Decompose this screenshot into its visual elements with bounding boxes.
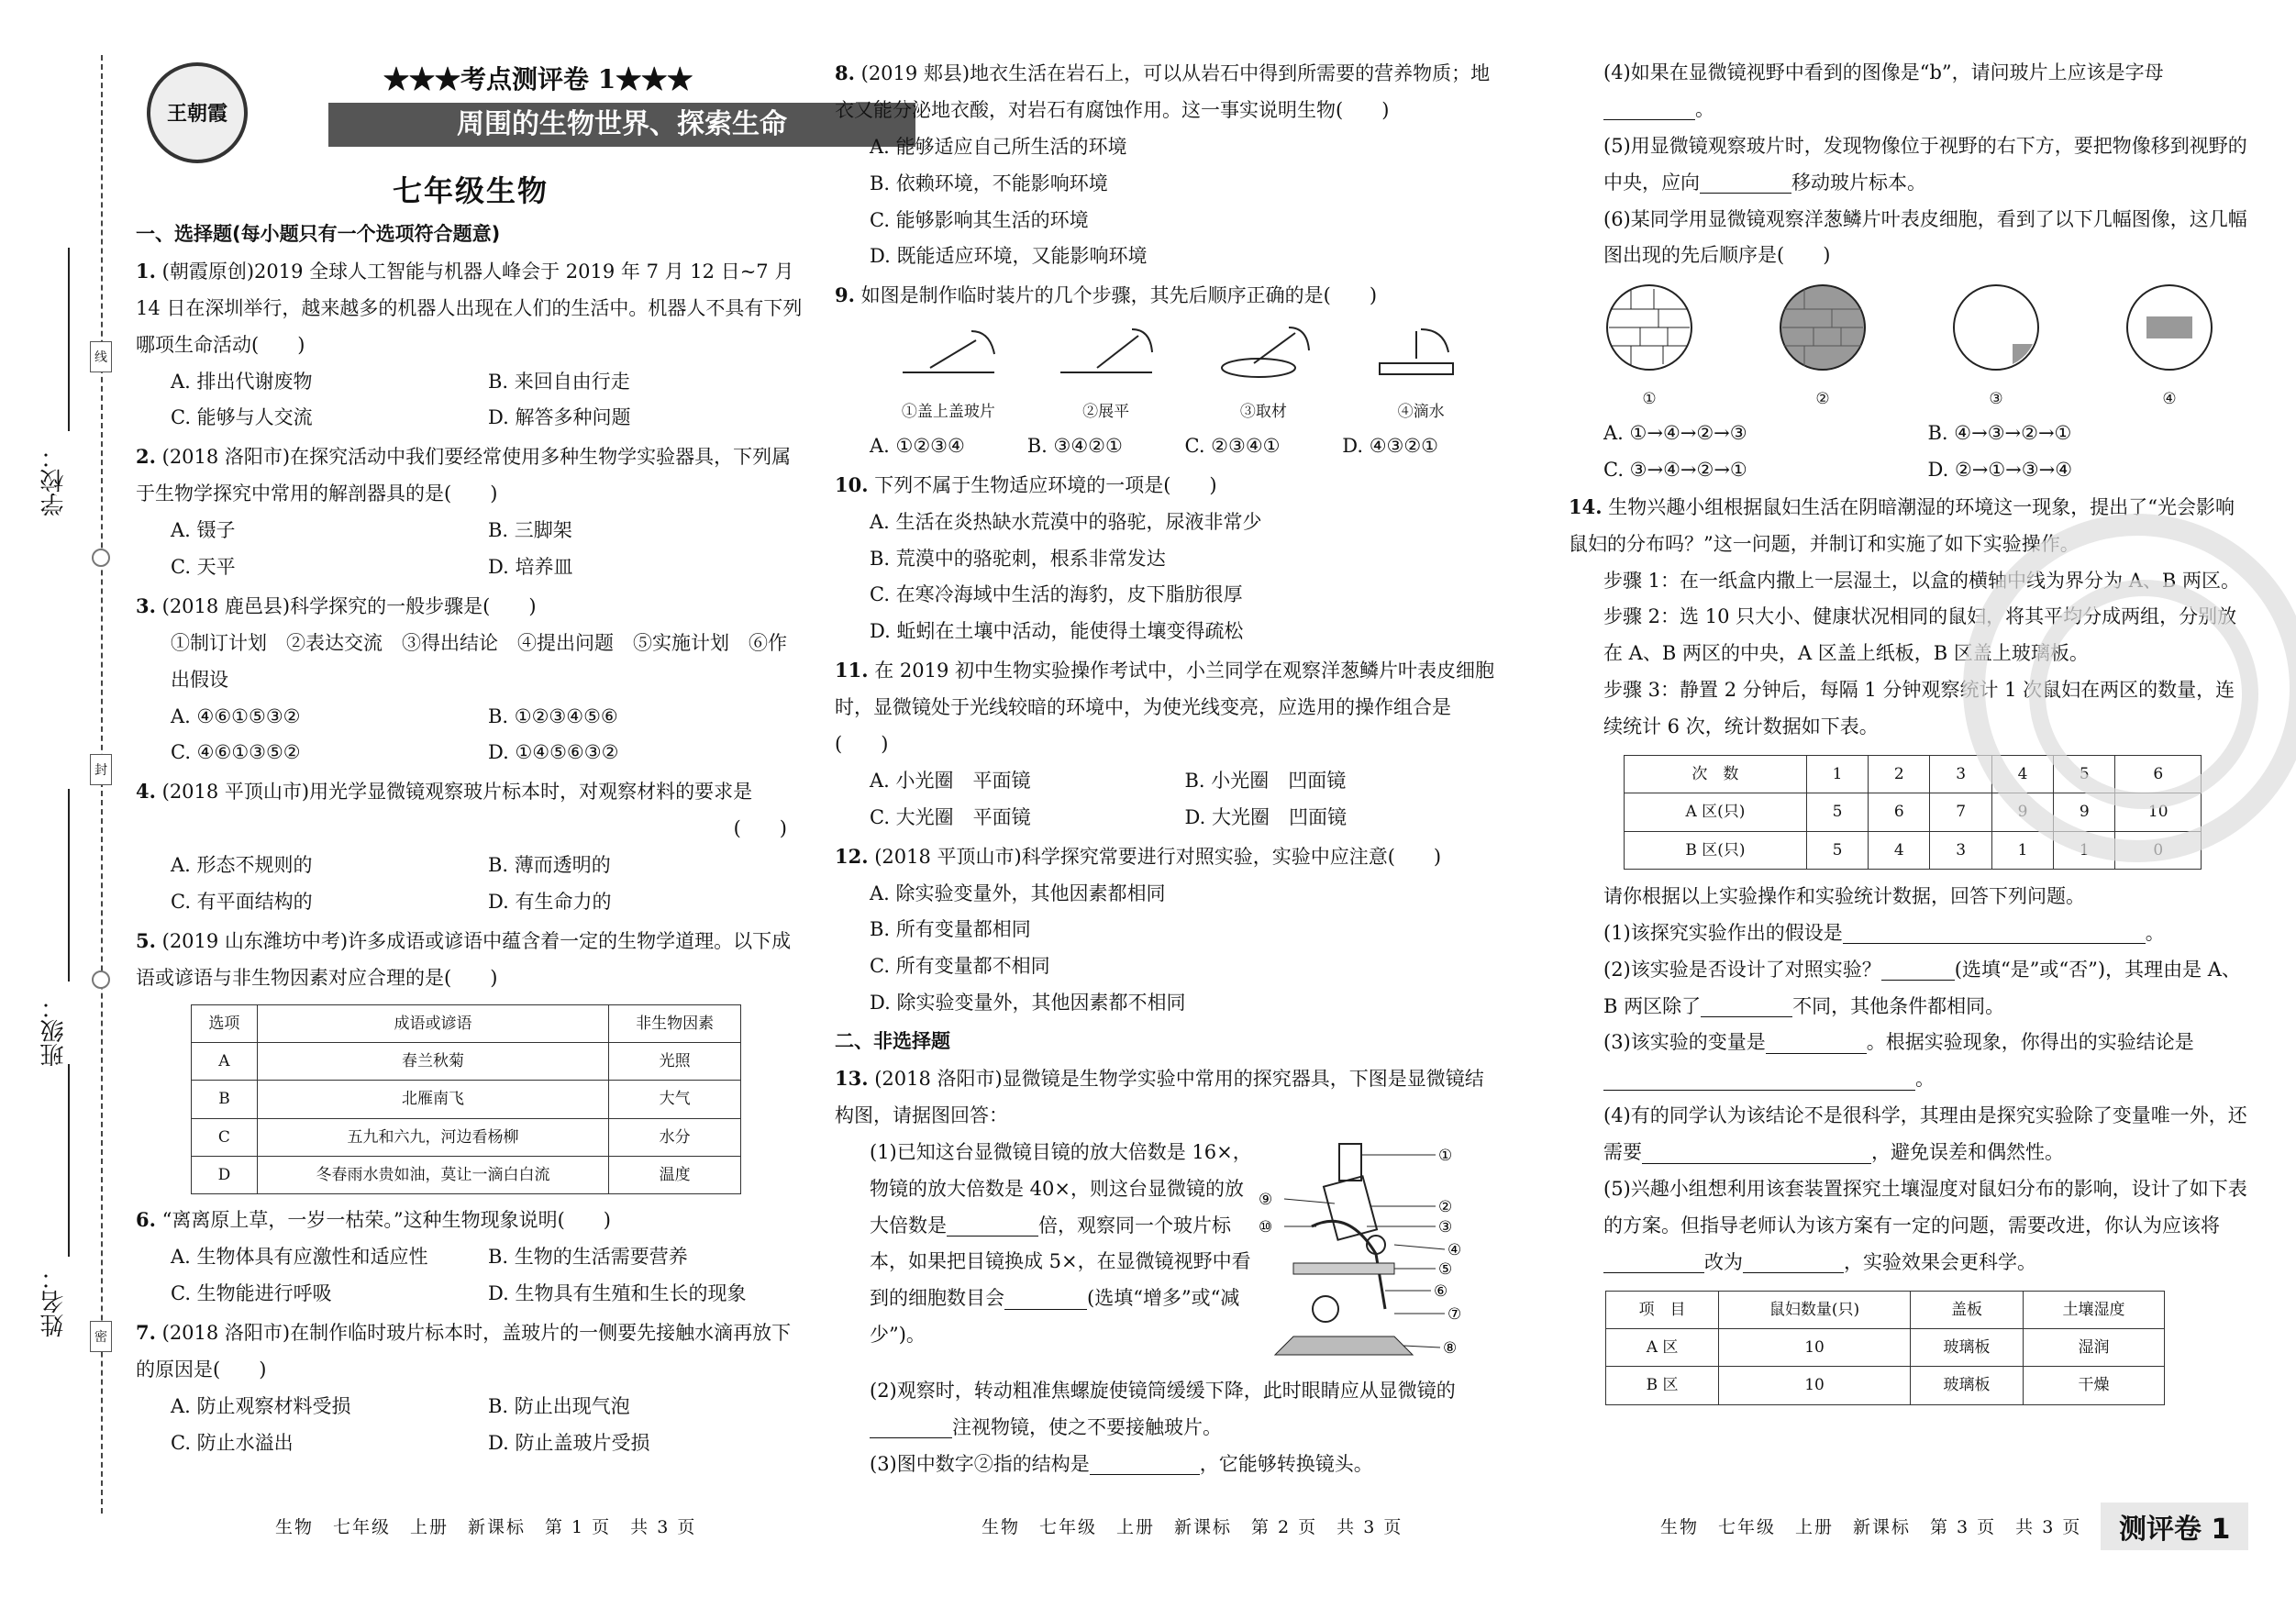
take-material-step-image xyxy=(1208,322,1318,386)
column-1 xyxy=(136,55,805,1463)
option-a[interactable]: A. ①②③④ xyxy=(870,434,965,457)
cells-image-4 xyxy=(2124,282,2215,373)
question-4: 4. (2018 平顶山市)用光学显微镜观察玻片标本时，对观察材料的要求是 ( ) A. 形态不规则的 B. 薄而透明的 C. 有平面结构的 D. 有生命力的 xyxy=(136,773,805,921)
page-footer-3: 生物 七年级 上册 新课标 第 3 页 共 3 页 xyxy=(1660,1517,2082,1537)
option-d[interactable]: D. 生物具有生殖和生长的现象 xyxy=(488,1281,747,1304)
question-13-part-4: (4)如果在显微镜视野中看到的图像是“b”，请问玻片上应该是字母 。 xyxy=(1603,61,2164,120)
class-field[interactable] xyxy=(68,789,70,981)
option-c[interactable]: C. 所有变量都不相同 xyxy=(870,955,1050,978)
question-8: 8. (2019 郏县)地衣生活在岩石上，可以从岩石中得到所需要的营养物质；地衣又能分泌地衣酸，对岩石有腐蚀作用。这一事实说明生物( ) A. 能够适应自己所生活的环境 B. 依赖环境，不能影响环境 C. 能够影响其生活的环境 D. 既能适应环境，又能影响环境 xyxy=(835,55,1500,275)
question-13-part-5: (5)用显微镜观察玻片时，发现物像位于视野的右下方，要把物像移到视野的中央，应向 移动玻片标本。 xyxy=(1603,134,2247,194)
watermark-stamp xyxy=(1963,514,2296,862)
question-13-part-6: (6)某同学用显微镜观察洋葱鳞片叶表皮细胞，看到了以下几幅图像，这几幅图出现的先后顺序是( ) xyxy=(1603,207,2247,267)
school-label: 学校： xyxy=(40,445,68,516)
answer-blank[interactable] xyxy=(1603,1253,1704,1273)
question-1: 1. (朝霞原创)2019 全球人工智能与机器人峰会于 2019 年 7 月 12 日~7 月 14 日在深圳举行，越来越多的机器人出现在人们的生活中。机器人不具有下列哪项生命活动( ) A. 排出代谢废物 B. 来回自由行走 C. 能够与人交流 D. 解答多种问题 xyxy=(136,253,805,437)
option-b[interactable]: B. 防止出现气泡 xyxy=(488,1394,630,1417)
label-5: ⑤ xyxy=(1438,1259,1453,1279)
option-c[interactable]: C. 天平 xyxy=(171,556,236,579)
question-12: 12. (2018 平顶山市)科学探究常要进行对照实验，实验中应注意( ) A. 除实验变量外，其他因素都相同 B. 所有变量都相同 C. 所有变量都不相同 D. 除实验变量外，其他因素都不相同 xyxy=(835,838,1500,1022)
proverb-table: 选项 成语或谚语 非生物因素 A 春兰秋菊 光照 B 北雁南飞 大气 C 五九和六九，河边看杨柳 水分 D 冬春雨水贵如油，莫让一滴白白流 温度 xyxy=(191,1004,741,1194)
column-2 xyxy=(835,55,1500,1484)
label-4: ④ xyxy=(1447,1240,1462,1259)
publisher-logo: 王朝霞 xyxy=(147,62,248,163)
microscope-diagram xyxy=(1257,1135,1477,1373)
option-d[interactable]: D. ④③②① xyxy=(1342,434,1438,457)
page-footer-2: 生物 七年级 上册 新课标 第 2 页 共 3 页 xyxy=(982,1517,1403,1537)
label-7: ⑦ xyxy=(1447,1304,1462,1324)
option-c[interactable]: C. ④⑥①③⑤② xyxy=(171,741,301,764)
option-a[interactable]: A. ④⑥①⑤③② xyxy=(171,704,301,727)
slide-steps-figure: ①盖上盖玻片 ②展平 ③取材 ④滴水 xyxy=(835,322,1500,427)
option-c[interactable]: C. 有平面结构的 xyxy=(171,891,313,914)
option-a[interactable]: A. 防止观察材料受损 xyxy=(171,1394,351,1417)
question-9: 9. 如图是制作临时装片的几个步骤，其先后顺序正确的是( ) ①盖上盖玻片 ②展平 ③取材 ④滴水 A. ①②③④ B. ③④②① C. ②③④① D. ④③②① xyxy=(835,277,1500,464)
option-a[interactable]: A. 镊子 xyxy=(171,519,236,542)
answer-blank[interactable] xyxy=(1843,924,2146,944)
question-11: 11. 在 2019 初中生物实验操作考试中，小兰同学在观察洋葱鳞片叶表皮细胞时，显微镜处于光线较暗的环境中，为使光线变亮，应选用的操作组合是( ) A. 小光圈 平面镜 B. 小光圈 凹面镜 C. 大光圈 平面镜 D. 大光圈 凹面镜 xyxy=(835,652,1500,836)
answer-blank[interactable] xyxy=(1743,1253,1844,1273)
banner-title: 周围的生物世界、探索生命 xyxy=(328,103,915,147)
option-c[interactable]: C. 防止水溢出 xyxy=(171,1431,294,1454)
option-c[interactable]: C. ③→④→②→① xyxy=(1603,458,1747,481)
title-block xyxy=(136,55,805,211)
binding-mark-seal: 封 xyxy=(90,754,112,785)
answer-blank[interactable] xyxy=(1603,1070,1915,1091)
binding-mark-line: 线 xyxy=(90,341,112,372)
option-b[interactable]: B. 薄而透明的 xyxy=(488,854,611,877)
option-c[interactable]: C. 大光圈 平面镜 xyxy=(870,805,1031,828)
option-a[interactable]: A. 能够适应自己所生活的环境 xyxy=(870,135,1127,158)
label-3: ③ xyxy=(1438,1217,1453,1237)
label-6: ⑥ xyxy=(1434,1281,1448,1301)
option-a[interactable]: A. ①→④→②→③ xyxy=(1603,421,1747,444)
answer-blank[interactable] xyxy=(1642,1144,1871,1164)
question-6: 6. “离离原上草，一岁一枯荣。”这种生物现象说明( ) A. 生物体具有应激性和适应性 B. 生物的生活需要营养 C. 生物能进行呼吸 D. 生物具有生殖和生长的现象 xyxy=(136,1202,805,1313)
exam-title: ★★★考点测评卷 1★★★ xyxy=(383,64,693,94)
option-b[interactable]: B. 荒漠中的骆驼刺，根系非常发达 xyxy=(870,547,1166,570)
name-field[interactable] xyxy=(68,1064,70,1257)
option-a[interactable]: A. 除实验变量外，其他因素都相同 xyxy=(870,882,1166,904)
option-c[interactable]: C. 在寒冷海域中生活的海豹，皮下脂肪很厚 xyxy=(870,583,1243,606)
option-b[interactable]: B. 生物的生活需要营养 xyxy=(488,1246,688,1269)
section-heading: 一、选择题(每小题只有一个选项符合题意) xyxy=(136,223,501,245)
question-13: 13. (2018 洛阳市)显微镜是生物学实验中常用的探究器具，下图是显微镜结构图，请据图回答： (1)已知这台显微镜目镜的放大倍数是 16×，物镜的放大倍数是 40×，则这台显微镜的放大倍数是 倍，观察同一个玻片标本，如果把目镜换成 5×，在显微镜视野中看到的细胞数目会 (选填“增多”或“减少”)。 ① ② ③ ④ ⑤ ⑥ ⑦ ⑧ ⑨ ⑩ (2)观察时，转动粗准焦螺旋使镜筒缓缓下降，此时眼睛应从显微镜的注视物镜，使之不要接触玻片。 (3)图中数字②指的结构是 ，它能够转换镜头。 xyxy=(835,1066,1484,1475)
binding-hole xyxy=(92,549,110,567)
label-9: ⑨ xyxy=(1259,1190,1273,1209)
school-field[interactable] xyxy=(68,248,70,431)
option-a[interactable]: A. 小光圈 平面镜 xyxy=(870,769,1031,792)
onion-cell-images: ① ② ③ ④ xyxy=(1569,282,2252,414)
option-c[interactable]: C. 能够与人交流 xyxy=(171,406,313,429)
option-a[interactable]: A. 形态不规则的 xyxy=(171,854,313,877)
cells-image-3 xyxy=(1950,282,2042,373)
option-c[interactable]: C. 能够影响其生活的环境 xyxy=(870,208,1089,231)
option-d[interactable]: D. ②→①→③→④ xyxy=(1927,458,2073,481)
option-c[interactable]: C. ②③④① xyxy=(1184,434,1281,457)
label-10: ⑩ xyxy=(1259,1217,1273,1237)
answer-blank[interactable] xyxy=(1700,173,1791,194)
cells-image-2 xyxy=(1777,282,1869,373)
option-d[interactable]: D. 防止盖玻片受损 xyxy=(488,1431,650,1454)
question-10: 10. 下列不属于生物适应环境的一项是( ) A. 生活在炎热缺水荒漠中的骆驼，尿液非常少 B. 荒漠中的骆驼刺，根系非常发达 C. 在寒冷海域中生活的海豹，皮下脂肪很厚 D. 蚯蚓在土壤中活动，能使得土壤变得疏松 xyxy=(835,467,1500,650)
answer-blank[interactable] xyxy=(1881,960,1955,981)
option-d[interactable]: D. 解答多种问题 xyxy=(488,406,631,429)
class-label: 班级： xyxy=(40,995,68,1067)
woodlouse-count-table: 次 数 1 2 3 4 5 6 A 区(只) 5 6 7 9 9 10 B 区(只) 5 4 3 1 1 0 xyxy=(1624,755,2202,870)
option-b[interactable]: B. ①②③④⑤⑥ xyxy=(488,704,618,727)
answer-blank[interactable] xyxy=(1004,1290,1087,1310)
answer-blank[interactable] xyxy=(1701,997,1792,1017)
option-b[interactable]: B. 依赖环境，不能影响环境 xyxy=(870,172,1108,194)
option-d[interactable]: D. 既能适应环境，又能影响环境 xyxy=(870,245,1148,268)
option-b[interactable]: B. ④→③→②→① xyxy=(1927,421,2072,444)
label-8: ⑧ xyxy=(1443,1338,1458,1358)
name-label: 姓名： xyxy=(40,1266,68,1337)
answer-blank[interactable] xyxy=(870,1418,952,1438)
option-d[interactable]: D. 除实验变量外，其他因素都不相同 xyxy=(870,992,1186,1015)
subject-title: 七年级生物 xyxy=(393,173,549,208)
option-a[interactable]: A. 生物体具有应激性和适应性 xyxy=(171,1246,428,1269)
binding-hole xyxy=(92,970,110,989)
answer-blank[interactable] xyxy=(1090,1455,1200,1475)
option-d[interactable]: D. ①④⑤⑥③② xyxy=(488,741,619,764)
page-footer-1: 生物 七年级 上册 新课标 第 1 页 共 3 页 xyxy=(275,1517,697,1537)
option-b[interactable]: B. 所有变量都相同 xyxy=(870,918,1031,941)
option-c[interactable]: C. 生物能进行呼吸 xyxy=(171,1281,332,1304)
answer-blank[interactable] xyxy=(1603,100,1695,120)
option-b[interactable]: B. ③④②① xyxy=(1026,434,1123,457)
question-7: 7. (2018 洛阳市)在制作临时玻片标本时，盖玻片的一侧要先接触水滴再放下的原因是( ) A. 防止观察材料受损 B. 防止出现气泡 C. 防止水溢出 D. 防止盖玻片受损 xyxy=(136,1314,805,1462)
label-1: ① xyxy=(1438,1146,1453,1165)
question-14: 14. 生物兴趣小组根据鼠妇生活在阴暗潮湿的环境这一现象，提出了“光会影响鼠妇的分布吗？”这一问题，并制订和实施了如下实验操作。 步骤 1：在一纸盒内撒上一层湿土，以盒的横轴中线为界分为 A、B 两区。 步骤 2：选 10 只大小、健康状况相同的鼠妇，将其平均分成两组，分别放在 A、B 两区的中央，A 区盖上纸板，B 区盖上玻璃板。 步骤 3：静置 2 分钟后，每隔 1 分钟观察统计 1 次鼠妇在两区的数量，连续统计 6 次，统计数据如下表。 次 数 1 2 3 4 5 6 A 区(只) 5 6 7 9 9 10 B 区(只) 5 4 3 1 1 0 请你根据以上实验操作和实验统计数据，回答下列问题。 (1)该探究实验作出的假设是 。 (2)该实验是否设计了对照实验？ (选填“是”或“否”)，其理由是 A、B 两区除了 不同，其他条件都相同。 (3)该实验的变量是 。根据实验现象，你得出的实验结论是。 (4)有的同学认为该结论不是很科学，其理由是探究实验除了变量唯一外，还需要 ，避免误差和偶然性。 (5)兴趣小组想利用该套装置探究土壤湿度对鼠妇分布的影响，设计了如下表的方案。但指导老师认为该方案有一定的问题，需要改进，你认为应该将改为 ，实验效果会更科学。 项 目 鼠妇数量(只) 盖板 土壤湿度 A 区 10 玻璃板 湿润 B 区 10 玻璃板 干燥 xyxy=(1569,489,2252,1405)
flatten-step-image xyxy=(1051,322,1161,386)
question-2: 2. (2018 洛阳市)在探究活动中我们要经常使用多种生物学实验器具，下列属于生物学探究中常用的解剖器具的是( ) A. 镊子 B. 三脚架 C. 天平 D. 培养皿 xyxy=(136,438,805,586)
question-5: 5. (2019 山东潍坊中考)许多成语或谚语中蕴含着一定的生物学道理。以下成语或谚语与非生物因素对应合理的是( ) 选项 成语或谚语 非生物因素 A 春兰秋菊 光照 B 北雁南飞 大气 C 五九和六九，河边看杨柳 水分 D 冬春雨水贵如油，莫让一滴白白流 温度 xyxy=(136,923,805,1194)
option-b[interactable]: B. 小光圈 凹面镜 xyxy=(1184,769,1347,792)
answer-blank[interactable] xyxy=(1766,1034,1867,1054)
section-heading: 二、非选择题 xyxy=(835,1030,950,1053)
answer-blank[interactable] xyxy=(947,1216,1038,1237)
exam-badge: 测评卷 1 xyxy=(2101,1503,2248,1550)
soil-humidity-table: 项 目 鼠妇数量(只) 盖板 土壤湿度 A 区 10 玻璃板 湿润 B 区 10 玻璃板 干燥 xyxy=(1605,1291,2165,1405)
binding-mark-secret: 密 xyxy=(90,1321,112,1352)
label-2: ② xyxy=(1438,1197,1453,1216)
cells-image-1 xyxy=(1603,282,1695,373)
option-b[interactable]: B. 来回自由行走 xyxy=(488,370,630,393)
cover-slip-step-image xyxy=(893,322,1004,386)
option-d[interactable]: D. 大光圈 凹面镜 xyxy=(1184,805,1347,828)
option-b[interactable]: B. 三脚架 xyxy=(488,519,572,542)
option-a[interactable]: A. 排出代谢废物 xyxy=(171,370,313,393)
option-a[interactable]: A. 生活在炎热缺水荒漠中的骆驼，尿液非常少 xyxy=(870,510,1262,533)
drip-water-step-image xyxy=(1366,322,1476,386)
option-d[interactable]: D. 蚯蚓在土壤中活动，能使得土壤变得疏松 xyxy=(870,620,1244,643)
option-d[interactable]: D. 培养皿 xyxy=(488,556,573,579)
question-3: 3. (2018 鹿邑县)科学探究的一般步骤是( ) ①制订计划 ②表达交流 ③得出结论 ④提出问题 ⑤实施计划 ⑥作出假设 A. ④⑥①⑤③② B. ①②③④⑤⑥ C. ④⑥①③⑤② D. ①④⑤⑥③② xyxy=(136,588,805,771)
option-d[interactable]: D. 有生命力的 xyxy=(488,891,612,914)
